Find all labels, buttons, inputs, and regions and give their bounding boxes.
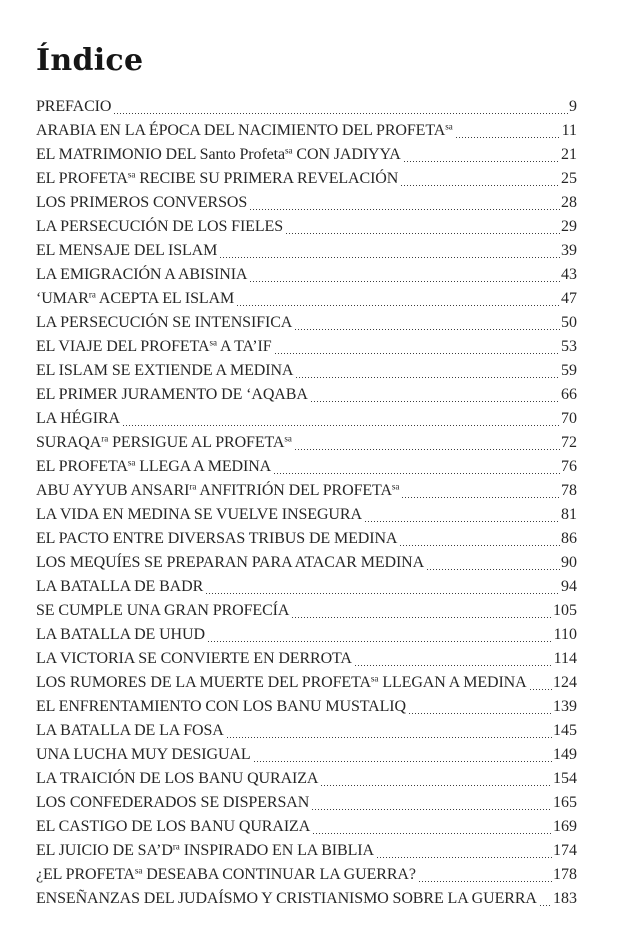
superscript-honorific: sa [370, 673, 379, 684]
toc-entry [36, 503, 577, 527]
dotted-leader [208, 641, 553, 642]
toc-entry-page-number: 114 [553, 650, 577, 667]
dotted-leader [427, 569, 560, 570]
toc-entry-label: SE CUMPLE UNA GRAN PROFECÍA [36, 602, 290, 619]
dotted-leader [123, 425, 560, 426]
dotted-leader [530, 689, 552, 690]
toc-entry-label: EL $PROFETA^{sa}$ RECIBE SU PRIMERA REVELACIÓN [36, 169, 399, 187]
dotted-leader [404, 161, 560, 162]
toc-entry-label: EL PACTO ENTRE DIVERSAS TRIBUS DE MEDINA [36, 530, 398, 547]
dotted-leader [274, 473, 560, 474]
toc-entry-label: LOS MEQUÍES SE PREPARAN PARA ATACAR MEDINA [36, 554, 425, 571]
toc-entry-page-number: 105 [553, 602, 577, 619]
toc-entry [36, 311, 577, 335]
superscript-honorific: sa [284, 433, 292, 444]
toc-entry-page-number: 21 [561, 146, 577, 163]
toc-entry-label: LOS PRIMEROS CONVERSOS [36, 194, 248, 211]
toc-entry-page-number: 145 [553, 722, 577, 739]
dotted-leader [355, 665, 553, 666]
toc-entry-label: LA BATALLA DE LA FOSA [36, 722, 224, 739]
dotted-leader [401, 185, 560, 186]
toc-entry-page-number: 86 [561, 530, 577, 547]
toc-entry-label: EL ENFRENTAMIENTO CON LOS BANU MUSTALIQ [36, 698, 406, 715]
toc-entry [36, 623, 577, 647]
superscript-honorific: ra [101, 433, 109, 444]
toc-entry-page-number: 81 [561, 506, 577, 523]
superscript-honorific: ra [189, 481, 197, 492]
superscript-honorific: sa [391, 481, 400, 492]
dotted-leader [409, 713, 552, 714]
dotted-leader [296, 377, 560, 378]
toc-entry [36, 167, 577, 191]
toc-entry [36, 455, 577, 479]
dotted-leader [321, 785, 552, 786]
toc-entry [36, 215, 577, 239]
toc-entry [36, 335, 577, 359]
toc-entry-label: EL VIAJE DEL $PROFETA^{sa}$ A TA’IF [36, 337, 272, 355]
toc-entry-page-number: 29 [561, 218, 577, 235]
toc-entry-page-number: 183 [553, 890, 577, 907]
toc-entry-label: LA VIDA EN MEDINA SE VUELVE INSEGURA [36, 506, 362, 523]
dotted-leader [313, 833, 552, 834]
toc-entry-label: PREFACIO [36, 98, 112, 115]
toc-entry [36, 671, 577, 695]
page-title: Índice [36, 43, 144, 78]
toc-entry-label: LA HÉGIRA [36, 410, 120, 427]
toc-entry-page-number: 94 [561, 578, 577, 595]
toc-entry [36, 119, 577, 143]
toc-entry-label: ARABIA EN LA ÉPOCA DEL NACIMIENTO DEL $PROFETA^{sa}$ [36, 121, 453, 139]
toc-entry-page-number: 76 [561, 458, 577, 475]
toc-entry-label: EL MENSAJE DEL ISLAM [36, 242, 218, 259]
toc-entry-page-number: 39 [561, 242, 577, 259]
toc-entry-page-number: 9 [569, 98, 577, 115]
toc-entry-page-number: 47 [561, 290, 577, 307]
toc-entry-label: EL ISLAM SE EXTIENDE A MEDINA [36, 362, 294, 379]
toc-entry [36, 767, 577, 791]
toc-entry-page-number: 139 [553, 698, 577, 715]
dotted-leader [402, 497, 560, 498]
superscript-honorific: ra [88, 289, 96, 300]
toc-entry [36, 815, 577, 839]
toc-entry-label: EL $PROFETA^{sa}$ LLEGA A MEDINA [36, 457, 272, 475]
toc-entry [36, 191, 577, 215]
dotted-leader [227, 737, 552, 738]
toc-entry [36, 743, 577, 767]
toc-entry-label: LA BATALLA DE UHUD [36, 626, 205, 643]
toc-entry-page-number: 178 [553, 866, 577, 883]
toc-entry [36, 863, 577, 887]
toc-list [36, 95, 577, 911]
toc-entry-label: EL MATRIMONIO DEL Santo Profeta$^{sa}$ CON JADIYYA [36, 145, 401, 163]
toc-entry-label: LOS RUMORES DE LA MUERTE DEL $PROFETA^{sa}$ LLEGAN A MEDINA [36, 673, 527, 691]
dotted-leader [254, 761, 552, 762]
toc-entry-label: EL PRIMER JURAMENTO DE ‘AQABA [36, 386, 308, 403]
dotted-leader [250, 209, 560, 210]
toc-entry [36, 263, 577, 287]
toc-entry [36, 695, 577, 719]
toc-entry-page-number: 154 [553, 770, 577, 787]
dotted-leader [400, 545, 560, 546]
dotted-leader [250, 281, 560, 282]
toc-entry-label: LA VICTORIA SE CONVIERTE EN DERROTA [36, 650, 352, 667]
toc-entry-label: LA PERSECUCIÓN DE LOS FIELES [36, 218, 283, 235]
toc-entry-label: ¿EL $PROFETA^{sa}$ DESEABA CONTINUAR LA GUERRA? [36, 865, 416, 883]
dotted-leader [220, 257, 560, 258]
dotted-leader [286, 233, 560, 234]
toc-entry [36, 287, 577, 311]
toc-entry [36, 407, 577, 431]
superscript-honorific: sa [134, 865, 143, 876]
toc-entry-page-number: 70 [561, 410, 577, 427]
toc-entry-page-number: 28 [561, 194, 577, 211]
toc-entry [36, 239, 577, 263]
dotted-leader [312, 809, 552, 810]
superscript-honorific: sa [445, 121, 453, 132]
dotted-leader [114, 113, 568, 114]
superscript-honorific: sa [285, 145, 293, 156]
toc-entry [36, 719, 577, 743]
toc-entry [36, 143, 577, 167]
dotted-leader [295, 449, 560, 450]
toc-entry-label: $SURAQA^{ra}$ PERSIGUE AL $PROFETA^{sa}$ [36, 433, 292, 451]
toc-entry-page-number: 124 [553, 674, 577, 691]
dotted-leader [206, 593, 560, 594]
toc-entry-page-number: 78 [561, 482, 577, 499]
toc-entry [36, 431, 577, 455]
toc-entry-page-number: 11 [561, 122, 577, 139]
toc-entry [36, 791, 577, 815]
dotted-leader [419, 881, 552, 882]
toc-entry [36, 647, 577, 671]
toc-entry [36, 479, 577, 503]
toc-entry [36, 599, 577, 623]
dotted-leader [456, 137, 561, 138]
dotted-leader [377, 857, 552, 858]
toc-entry-page-number: 149 [553, 746, 577, 763]
toc-entry-label: LA BATALLA DE BADR [36, 578, 204, 595]
toc-entry-page-number: 174 [553, 842, 577, 859]
dotted-leader [237, 305, 560, 306]
dotted-leader [540, 905, 552, 906]
toc-entry-page-number: 72 [561, 434, 577, 451]
toc-entry [36, 839, 577, 863]
toc-entry-label: EL CASTIGO DE LOS BANU QURAIZA [36, 818, 311, 835]
dotted-leader [295, 329, 560, 330]
dotted-leader [311, 401, 560, 402]
superscript-honorific: ra [172, 841, 180, 852]
toc-entry-label: EL JUICIO DE $SA’D^{ra}$ INSPIRADO EN LA BIBLIA [36, 841, 374, 859]
toc-entry-page-number: 50 [561, 314, 577, 331]
toc-entry-page-number: 25 [561, 170, 577, 187]
toc-entry-label: LA EMIGRACIÓN A ABISINIA [36, 266, 248, 283]
toc-entry-label: LOS CONFEDERADOS SE DISPERSAN [36, 794, 310, 811]
superscript-honorific: sa [127, 457, 136, 468]
toc-entry [36, 95, 577, 119]
toc-entry-page-number: 165 [553, 794, 577, 811]
toc-entry-page-number: 53 [561, 338, 577, 355]
toc-entry [36, 575, 577, 599]
toc-entry-page-number: 169 [553, 818, 577, 835]
toc-entry-page-number: 90 [561, 554, 577, 571]
toc-entry [36, 359, 577, 383]
dotted-leader [292, 617, 552, 618]
toc-entry [36, 527, 577, 551]
toc-entry-page-number: 110 [553, 626, 577, 643]
toc-entry-label: ‘$UMAR^{ra}$ ACEPTA EL ISLAM [36, 289, 235, 307]
toc-entry-label: UNA LUCHA MUY DESIGUAL [36, 746, 251, 763]
toc-entry-label: ABU AYYUB $ANSARI^{ra}$ ANFITRIÓN DEL $PROFETA^{sa}$ [36, 481, 400, 499]
superscript-honorific: sa [127, 169, 136, 180]
toc-entry-page-number: 66 [561, 386, 577, 403]
toc-entry-label: LA PERSECUCIÓN SE INTENSIFICA [36, 314, 293, 331]
toc-entry [36, 551, 577, 575]
toc-entry-page-number: 43 [561, 266, 577, 283]
toc-entry-label: LA TRAICIÓN DE LOS BANU QURAIZA [36, 770, 319, 787]
dotted-leader [275, 353, 561, 354]
toc-entry-label: ENSEÑANZAS DEL JUDAÍSMO Y CRISTIANISMO SOBRE LA GUERRA [36, 890, 537, 907]
toc-entry [36, 887, 577, 911]
dotted-leader [365, 521, 560, 522]
superscript-honorific: sa [209, 337, 217, 348]
toc-entry [36, 383, 577, 407]
toc-entry-page-number: 59 [561, 362, 577, 379]
